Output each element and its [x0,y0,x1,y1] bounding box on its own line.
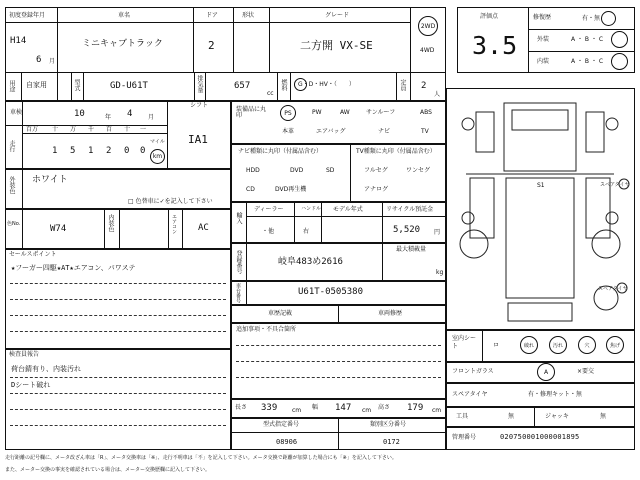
spare-tire-options: 有・修理キット・無 [528,391,582,398]
rear-outline [508,303,572,321]
left-door-outline [476,112,494,152]
mileage-digit-1: 5 [70,146,76,156]
displacement-label: 排気量 [196,75,203,93]
handle-value: 右 [303,228,310,235]
mileage-digit-4: 0 [124,146,130,156]
width-label: 幅 [312,404,319,411]
doors-value: 2 [208,39,215,52]
digit-header-3: 千 [88,126,95,133]
wheel-front-right [606,118,618,130]
color-change-note: □ 色替車に✓を記入して下さい [128,198,213,205]
grade-label: グレード [325,12,350,19]
digit-header-5: 十 [124,126,131,133]
right-door-outline [586,112,604,152]
fuel-label: 燃料 [280,79,287,91]
seat-label: 室内シート [452,335,477,350]
shift-label: シフト [190,102,209,109]
ac-label: エアコン [171,214,177,234]
exterior-grade-label: 外装 [537,36,550,43]
cab-outline [504,103,576,171]
footer-line2: また、メーター交換の事実を確認されている場合は、メーター交換歴欄に記入して下さい。 [5,467,211,473]
max-load-unit: kg [436,269,444,276]
seat-burn-circle [606,336,624,354]
inspector-line1: 荷台錆有り、内装汚れ [11,365,81,373]
month-unit: 月 [49,58,56,65]
jack-value: 無 [600,413,607,420]
width-unit: cm [362,407,372,414]
shift-value: IA1 [188,133,208,146]
drive-2wd-circle [418,16,438,36]
score-label: 評価点 [480,13,499,20]
left-side-outline [470,178,494,238]
tv-oneseg: ワンセグ [406,167,431,174]
navi-cd: CD [246,186,255,193]
seat-stain-circle [549,336,567,354]
header-box [5,7,446,73]
seat-hole: 穴 [584,342,590,349]
mgmt-label: 管理番号 [452,434,477,441]
windshield-selected-circle [537,363,555,381]
spare-tire-right [592,230,620,258]
digit-header-2: 万 [70,126,77,133]
interior-grade-options: A ・ B ・ C [571,58,604,65]
diagram-center-label: S1 [537,182,545,189]
equip-airbag: エアバッグ [316,128,346,135]
mileage-digit-2: 1 [88,146,94,156]
wheel-rear-right [606,212,618,224]
first-registration-month: 6 [36,55,42,65]
shaken-year: 10 [74,109,85,119]
navi-label: ナビ種類に丸印（付属品含む） [238,148,323,155]
capacity-label: 定員 [399,79,406,91]
type-value: GD-U61T [110,81,148,91]
seat-hole-circle [578,336,596,354]
digit-header-6: 一 [140,126,147,133]
seat-torn-circle [520,336,538,354]
grade-value: 二方開 VX-SE [300,39,373,52]
seat-torn: 破れ [523,342,534,349]
cargo-bed-outline [506,178,574,298]
max-load-label: 最大積載量 [396,246,427,253]
sales-point-label: セールスポイント [9,251,57,258]
equip-sunroof: サンルーフ [366,109,396,116]
registration-value: 岐阜483め2616 [278,257,343,267]
tools-box [446,407,635,427]
displacement-value: 657 [234,81,251,91]
interior-grade-label: 内装 [537,58,550,65]
color-no-label: 色No. [7,221,21,227]
inspector-line2: Dシート破れ [11,381,51,389]
seat-stain: 汚れ [552,342,563,349]
length-value: 339 [261,403,278,413]
exterior-grade-options: A ・ B ・ C [571,36,604,43]
mileage-label: 走行 [8,140,15,152]
jack-label: ジャッキ [545,413,569,420]
equip-abs: ABS [420,109,432,116]
accident-history-label: 車歴記載 [268,310,293,317]
notes-label: 追加事項・不具合箇所 [236,326,297,333]
wheel-rear-left [462,212,474,224]
windshield-outline [512,110,568,130]
height-label: 高さ [378,404,391,411]
exterior-grade-selected-circle [611,31,628,48]
repair-selected-circle [601,11,616,26]
equip-tv: TV [421,128,429,135]
model-name-label: 車名 [118,12,131,19]
mileage-digit-5: 0 [140,146,146,156]
spare-tire-left [460,230,488,258]
usage-label: 用途 [8,80,15,92]
height-unit: cm [432,407,442,414]
model-cert-value: 08906 [276,438,298,446]
dealer-value: ・他 [262,228,275,235]
shaken-label: 車検 [10,109,23,116]
digit-header-0: 百万 [26,126,39,133]
fuel-options: G・D・HV・（ ） [298,81,355,88]
height-value: 179 [407,403,424,413]
ac-value: AC [198,223,209,233]
footer-line1: 走行距離の記号欄に、メータ改ざん車は「R」、メータ交換車は「※」、走行不明車は「不」を記入して下さい。メータ交換で距離が加算した場合にも「※」を記入して下さい。 [5,455,397,461]
equip-leather: 本革 [282,128,295,135]
first-registration-year: H14 [10,36,27,46]
windshield-option-replace: ×要交 [577,368,595,375]
dealer-label: ディーラー [254,206,284,213]
capacity-value: 2 [421,81,427,91]
first-registration-label: 初度登録年月 [9,12,46,19]
seat-burn: 焦げ [609,342,620,349]
exterior-value: ホワイト [32,175,68,185]
mileage-digit-3: 2 [106,146,112,156]
chassis-value: U61T-0505380 [298,287,364,297]
windshield-option-a: A [543,368,549,376]
drive-2wd-label: 2WD [420,22,436,30]
import-label: 輸入 [235,212,242,224]
spare-label-bottom: スペアタイヤ [598,286,628,292]
tools-label: 工具 [456,413,469,420]
registration-label: 登録番号 [235,250,242,274]
tv-fullseg: フルセグ [364,167,388,174]
score-value: 3.5 [472,31,518,60]
handle-label: ハンドル [301,206,322,212]
spare-label-top: スペアタイヤ [600,182,630,188]
equip-ps-circle [280,105,296,121]
equip-ps: PS [284,109,292,117]
windshield-label: フロントガラス [452,368,494,375]
equip-pw: PW [312,109,322,116]
chassis-label: 車台番号 [235,283,241,303]
seat-lo: ロ [493,342,500,349]
tv-label: TV種類に丸印（付属品含む） [356,148,436,155]
equip-aw: AW [340,109,350,116]
repair-label: 修復歴 [533,14,552,21]
digit-header-4: 百 [106,126,113,133]
navi-sd: SD [326,167,335,174]
meter-history-label: 車両修歴 [378,310,403,317]
capacity-unit: 人 [434,91,441,98]
mileage-unit-alt: マイル [150,139,165,145]
sales-point-text: ★フーガー四駆★AT★エアコン、パワステ [11,264,136,272]
shaken-month: 4 [127,109,133,119]
equip-navi: ナビ [378,128,391,135]
wheel-front-left [462,118,474,130]
navi-dvd: DVD [290,167,304,174]
interior-grade-selected-circle [611,53,628,70]
color-no-value: W74 [50,224,67,234]
class-label: 類別区分番号 [370,421,407,428]
inspector-label: 検査員報告 [9,351,40,358]
drive-4wd-label: 4WD [420,47,435,54]
type-label: 型式 [73,79,80,91]
digit-header-1: 十 [52,126,59,133]
usage-value: 自家用 [26,81,47,89]
spare-tire-label: スペアタイヤ [452,391,488,398]
displacement-unit: cc [267,90,274,97]
mileage-digit-0: 1 [52,146,58,156]
class-value: 0172 [383,438,400,446]
navi-hdd: HDD [246,167,260,174]
length-unit: cm [292,407,302,414]
mileage-unit: km [152,153,163,160]
mileage-unit-circle [150,149,165,164]
tools-value: 無 [508,413,515,420]
shaken-month-unit: 月 [148,114,155,121]
exterior-label: 外装色 [8,176,15,194]
width-value: 147 [335,403,352,413]
mgmt-value: 020750001000001895 [500,433,580,441]
doors-label: ドア [206,12,218,19]
model-name-value: ミニキャブトラック [82,39,163,49]
equipment-label: 装備品に丸印 [236,106,267,119]
vehicle-diagram [446,88,635,330]
length-label: 長さ [235,404,248,411]
interior-color-label: 内装色 [107,214,114,232]
model-cert-label: 型式指定番号 [263,421,300,428]
shape-label: 形状 [242,12,255,19]
shaken-year-unit: 年 [105,114,112,121]
recycle-value: 5,520 [393,225,421,235]
navi-dvd-player: DVD再生機 [275,186,307,193]
model-year-label: モデル年式 [333,206,363,213]
tv-analog: アナログ [364,186,389,193]
recycle-unit: 円 [434,229,441,236]
repair-options: 有・無 [582,15,601,22]
recycle-label: リサイクル預託金 [386,206,434,213]
